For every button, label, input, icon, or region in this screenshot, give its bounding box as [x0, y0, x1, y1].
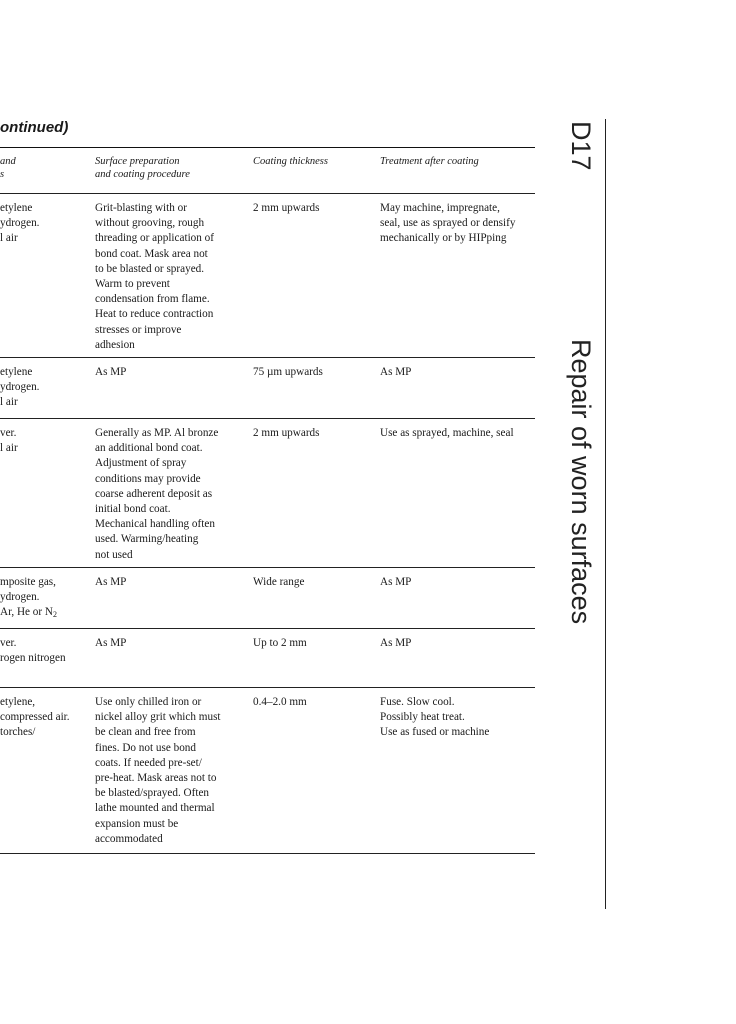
cell-line: ver.	[0, 637, 17, 649]
row-1-col1	[95, 365, 247, 380]
cell-line: 2 mm upwards	[253, 427, 320, 439]
row-rule	[0, 418, 535, 419]
cell-line: Possibly heat treat.	[380, 711, 465, 724]
cell-line: be blasted/sprayed. Often	[95, 787, 210, 800]
cell-line: pre-heat. Mask areas not to	[95, 772, 217, 785]
cell-line: 0.4–2.0 mm	[253, 696, 307, 708]
cell-line: to be blasted or sprayed.	[95, 262, 205, 275]
cell-line: initial bond coat.	[95, 503, 171, 516]
header-surface-preparation	[95, 155, 247, 181]
cell-line: coarse adherent deposit as	[95, 487, 213, 500]
cell-line: threading or application of	[95, 232, 214, 245]
row-2-col0	[0, 426, 88, 456]
header-col0	[0, 155, 88, 181]
header-col0-line: and	[0, 156, 16, 167]
cell-line: ydrogen.	[0, 217, 40, 230]
header-rule	[0, 193, 535, 194]
cell-line: coats. If needed pre-set/	[95, 756, 202, 769]
cell-line: mechanically or by HIPping	[380, 232, 507, 245]
row-4-col3	[380, 636, 540, 651]
cell-line: accommodated	[95, 832, 163, 845]
cell-line: used. Warming/heating	[95, 533, 199, 546]
row-0-col3	[380, 201, 540, 247]
row-2-col3	[380, 426, 540, 441]
row-4-col1	[95, 636, 247, 651]
cell-line: be clean and free from	[95, 726, 196, 739]
row-5-col3	[380, 695, 540, 741]
sidebar-heading	[565, 121, 605, 721]
cell-line: torches/	[0, 726, 36, 739]
cell-line: expansion must be	[95, 817, 179, 830]
row-rule	[0, 628, 535, 629]
section-title: Repair of worn surfaces	[566, 339, 596, 625]
row-3-col3	[380, 575, 540, 590]
row-0-col0	[0, 201, 88, 247]
cell-line: Use as sprayed, machine, seal	[380, 427, 514, 439]
cell-line: Wide range	[253, 576, 305, 588]
cell-line: Adjustment of spray	[95, 457, 187, 470]
cell-line: As MP	[95, 576, 127, 588]
cell-line: etylene	[0, 366, 33, 378]
row-1-col3	[380, 365, 540, 380]
header-col0-line: s	[0, 169, 5, 180]
row-3-col2	[253, 575, 373, 590]
cell-line: 75 µm upwards	[253, 366, 323, 378]
row-0-col2	[253, 201, 373, 216]
cell-line: nickel alloy grit which must	[95, 711, 221, 724]
cell-line: ver.	[0, 427, 17, 439]
cell-line: not used	[95, 548, 133, 561]
cell-line: without grooving, rough	[95, 217, 205, 230]
cell-line: l air	[0, 232, 18, 245]
row-1-col2	[253, 365, 373, 380]
row-1-col0	[0, 365, 88, 411]
cell-line: stresses or improve	[95, 323, 182, 336]
cell-line: l air	[0, 396, 18, 409]
cell-line: Grit-blasting with or	[95, 202, 187, 214]
header-col2-line: Coating thickness	[253, 156, 328, 167]
row-4-col0	[0, 636, 88, 666]
cell-line: bond coat. Mask area not	[95, 247, 208, 260]
cell-line: As MP	[380, 366, 412, 378]
cell-line: Heat to reduce contraction	[95, 308, 214, 321]
header-coating-thickness	[253, 155, 373, 168]
row-3-col1	[95, 575, 247, 590]
row-5-col0	[0, 695, 88, 741]
cell-line: rogen nitrogen	[0, 652, 66, 665]
cell-line: condensation from flame.	[95, 293, 210, 306]
cell-line: ydrogen.	[0, 381, 40, 394]
table-bottom-rule	[0, 853, 535, 854]
row-4-col2	[253, 636, 373, 651]
table-caption: ontinued)	[0, 119, 69, 136]
cell-line: Use only chilled iron or	[95, 696, 202, 708]
cell-line: Warm to prevent	[95, 278, 170, 291]
section-code: D17	[566, 121, 596, 171]
header-col3-line: Treatment after coating	[380, 156, 479, 167]
cell-line: seal, use as sprayed or densify	[380, 217, 516, 230]
cell-line: Fuse. Slow cool.	[380, 696, 455, 708]
header-col1-line: Surface preparation	[95, 156, 180, 167]
cell-line: 2 mm upwards	[253, 202, 320, 214]
header-treatment-after-coating	[380, 155, 540, 168]
cell-text: Ar, He or N	[0, 606, 53, 619]
cell-line: Generally as MP. Al bronze	[95, 427, 219, 439]
cell-line: May machine, impregnate,	[380, 202, 500, 214]
row-rule	[0, 357, 535, 358]
sidebar-divider	[605, 119, 606, 909]
row-3-col0	[0, 575, 88, 621]
subscript: 2	[53, 610, 57, 620]
row-rule	[0, 567, 535, 568]
row-2-col1	[95, 426, 247, 563]
cell-line: mposite gas,	[0, 576, 56, 588]
cell-line: adhesion	[95, 338, 135, 351]
cell-line: Mechanical handling often	[95, 518, 215, 531]
row-5-col1	[95, 695, 247, 847]
cell-line: ydrogen.	[0, 591, 40, 604]
row-0-col1	[95, 201, 247, 353]
cell-line: As MP	[95, 366, 127, 378]
cell-line: Up to 2 mm	[253, 637, 307, 649]
cell-line: As MP	[380, 637, 412, 649]
cell-line: lathe mounted and thermal	[95, 802, 215, 815]
cell-line: etylene	[0, 202, 33, 214]
cell-line: an additional bond coat.	[95, 442, 203, 455]
cell-line: compressed air.	[0, 711, 70, 724]
row-5-col2	[253, 695, 373, 710]
cell-line: conditions may provide	[95, 472, 201, 485]
cell-line-with-subscript	[0, 605, 88, 620]
row-rule	[0, 687, 535, 688]
row-2-col2	[253, 426, 373, 441]
cell-line: etylene,	[0, 696, 36, 708]
cell-line: Use as fused or machine	[380, 726, 490, 739]
header-col1-line: and coating procedure	[95, 169, 190, 180]
cell-line: fines. Do not use bond	[95, 741, 196, 754]
cell-line: l air	[0, 442, 18, 455]
table-top-rule	[0, 147, 535, 148]
cell-line: As MP	[95, 637, 127, 649]
cell-line: As MP	[380, 576, 412, 588]
